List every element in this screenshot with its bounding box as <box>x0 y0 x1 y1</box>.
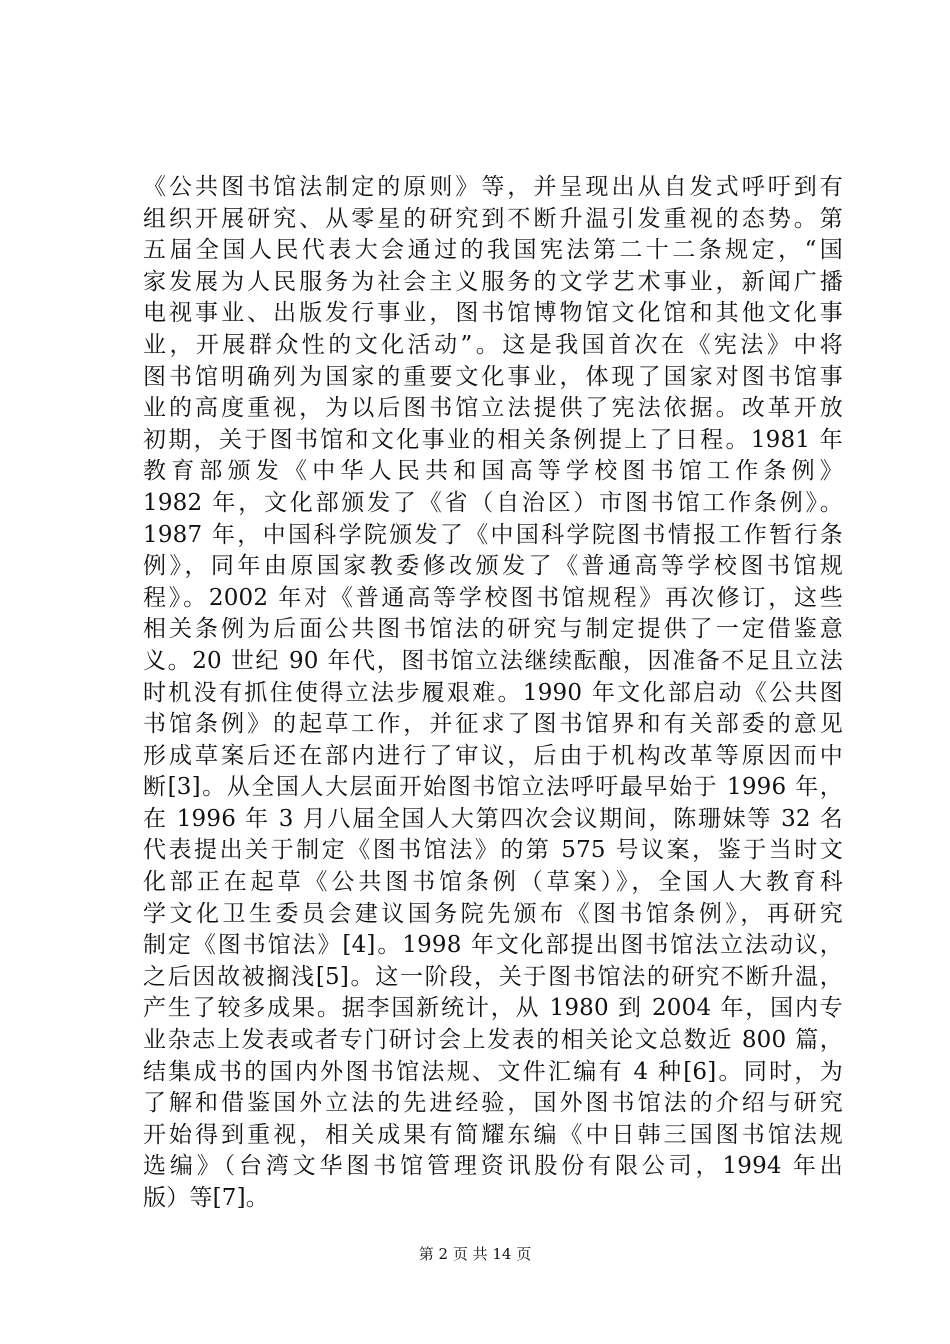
text-line: 图书馆明确列为国家的重要文化事业，体现了国家对图书馆事 <box>143 363 843 390</box>
text-line: 1987 年，中国科学院颁发了《中国科学院图书情报工作暂行条 <box>143 521 843 548</box>
text-line: 家发展为人民服务为社会主义服务的文学艺术事业，新闻广播 <box>143 268 843 295</box>
text-line: 化部正在起草《公共图书馆条例（草案）》，全国人大教育科 <box>143 869 843 896</box>
text-line: 制定《图书馆法》[4]。1998 年文化部提出图书馆法立法动议， <box>143 932 843 959</box>
text-line: 断[3]。从全国人大层面开始图书馆立法呼吁最早始于 1996 年， <box>143 774 843 801</box>
text-line: 相关条例为后面公共图书馆法的研究与制定提供了一定借鉴意 <box>143 616 843 643</box>
text-line: 版）等[7]。 <box>143 1185 269 1211</box>
page-number-footer: 第 2 页 共 14 页 <box>418 1245 532 1263</box>
text-line: 例》，同年由原国家教委修改颁发了《普通高等学校图书馆规 <box>143 553 843 580</box>
text-line: 1982 年，文化部颁发了《省（自治区）市图书馆工作条例》。 <box>143 489 843 516</box>
text-line: 电视事业、出版发行事业，图书馆博物馆文化馆和其他文化事 <box>143 300 843 327</box>
text-line: 产生了较多成果。据李国新统计，从 1980 到 2004 年，国内专 <box>143 995 843 1022</box>
body-paragraph <box>143 172 843 1215</box>
text-line: 程》。2002 年对《普通高等学校图书馆规程》再次修订，这些 <box>143 584 843 611</box>
text-line: 了解和借鉴国外立法的先进经验，国外图书馆法的介绍与研究 <box>143 1090 843 1117</box>
text-line: 代表提出关于制定《图书馆法》的第 575 号议案，鉴于当时文 <box>143 837 843 864</box>
text-line: 书馆条例》的起草工作，并征求了图书馆界和有关部委的意见 <box>143 711 843 738</box>
text-line: 选编》（台湾文华图书馆管理资讯股份有限公司，1994 年出 <box>143 1153 843 1180</box>
text-line: 结集成书的国内外图书馆法规、文件汇编有 4 种[6]。同时，为 <box>143 1058 843 1085</box>
text-line: 学文化卫生委员会建议国务院先颁布《图书馆条例》，再研究 <box>143 900 843 927</box>
text-line: 业的高度重视，为以后图书馆立法提供了宪法依据。改革开放 <box>143 395 843 422</box>
text-line: 《公共图书馆法制定的原则》等，并呈现出从自发式呼吁到有 <box>143 174 843 200</box>
text-line: 初期，关于图书馆和文化事业的相关条例提上了日程。1981 年 <box>143 426 843 453</box>
text-line: 义。20 世纪 90 年代，图书馆立法继续酝酿，因准备不足且立法 <box>143 647 843 674</box>
text-line: 组织开展研究、从零星的研究到不断升温引发重视的态势。第 <box>143 205 843 232</box>
text-line: 业，开展群众性的文化活动”。这是我国首次在《宪法》中将 <box>143 331 843 358</box>
text-line: 形成草案后还在部内进行了审议，后由于机构改革等原因而中 <box>143 742 843 769</box>
text-line: 业杂志上发表或者专门研讨会上发表的相关论文总数近 800 篇， <box>143 1027 843 1054</box>
text-line: 在 1996 年 3 月八届全国人大第四次会议期间，陈珊妹等 32 名 <box>143 805 843 832</box>
text-line: 开始得到重视，相关成果有简耀东编《中日韩三国图书馆法规 <box>143 1121 843 1148</box>
text-line: 教育部颁发《中华人民共和国高等学校图书馆工作条例》 <box>143 458 843 485</box>
text-line: 之后因故被搁浅[5]。这一阶段，关于图书馆法的研究不断升温， <box>143 963 843 990</box>
text-line: 五届全国人民代表大会通过的我国宪法第二十二条规定，“国 <box>143 237 843 264</box>
text-line: 时机没有抓住使得立法步履艰难。1990 年文化部启动《公共图 <box>143 679 843 706</box>
